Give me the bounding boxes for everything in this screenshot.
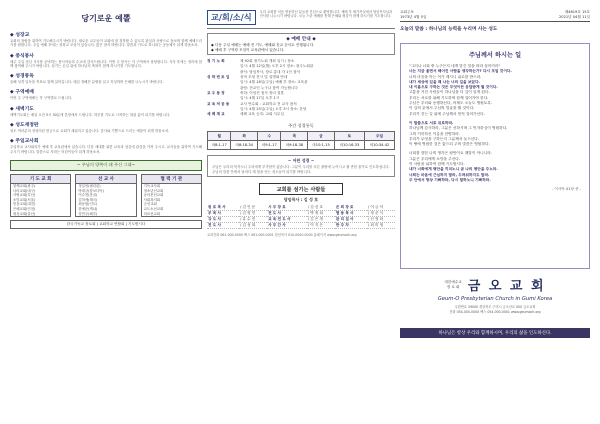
sermon-line: 우리가 무엇을 구하든지 그분께서 들으신다.	[409, 136, 479, 141]
sermon-line: 하나님께 감사하라, 그분은 선하시며 그 인자하심이 영원하다.	[409, 126, 508, 131]
prayer-box-heading: 기 도 교 회	[11, 175, 70, 184]
denomination-line: 대한예수교	[444, 280, 462, 285]
prayer-item: 은혜교회(인천)	[13, 206, 36, 211]
announcement-key: 교 육 처 공 동	[207, 101, 230, 106]
announcement-value: 일시: 4월 25일(주일) 오후 3시 장소: 본당	[240, 106, 307, 111]
section-text: 성도 여러분의 정성어린 헌금으로 교회가 세워지고 있습니다. 감사와 기쁨으로 드리는 예물이 되게 하옵소서.	[10, 129, 170, 134]
right-column	[400, 10, 590, 336]
section-text: 매주 주일 점심 식사를 준비하는 봉사자들의 수고에 감사드립니다. 이번 주 봉사는 각 구역에서 담당합니다. 식사 후에는 정리에 함께 참여해 주시기 바랍니다. 섬기는 손길 위에 하나님의 축복이 함께 하시기를 기도합니다.	[10, 59, 202, 68]
schedule-ref-row	[208, 141, 395, 150]
church-name-row	[400, 275, 590, 294]
staff-person: / 김 신 호	[307, 205, 335, 211]
staff-person: / 김 은 정	[307, 217, 335, 223]
section-text: 교회의 창립을 위하여 기도해주시기 바랍니다. 새로운 교우들이 교회에 잘 정착할 수 있도록 관심과 사랑으로 돌보며 함께 예배드리기를 원합니다. 주일 예배 후에는 성장교 모임이 있습니다. 많은 참석 바랍니다. 말씀과 기도로 하나되는 공동체가 되게 하옵소서.	[10, 39, 202, 48]
staff-person: / 김 영 민	[239, 211, 267, 217]
staff-role: 은 퇴 장 로	[335, 205, 367, 211]
schedule-day: 수	[258, 132, 281, 141]
announcement-value: 관람: 전교인 누구나 참여 가능합니다	[240, 85, 298, 90]
staff-person: / 최 미 영	[367, 223, 395, 229]
schedule-ref: 마10:16-33	[334, 141, 364, 150]
section	[10, 88, 202, 100]
prayer-item: 청소년선교회	[143, 188, 164, 193]
prayer-item: 농어촌선교회	[143, 193, 164, 198]
announcement-key: 교 우 동 정	[207, 90, 225, 95]
prayer-grid	[10, 174, 202, 217]
announcement-key: 성 막 번 트 입	[207, 75, 230, 80]
staff-person: / 정 준 식	[367, 211, 395, 217]
prayer-item: 김미애(태국)	[78, 197, 98, 202]
church-english-name: Geum-O Presbyterian Church in Gumi Korea	[437, 296, 553, 302]
church-address: 우편번호 39000 경상북도 구미시 금오산로 000 금오교회	[454, 305, 536, 309]
staff-role: 부 목 사	[207, 211, 239, 217]
middle-column	[207, 10, 395, 237]
staff-row	[207, 223, 395, 229]
sermon-line: 너의 마음을 아는 이가 계시니 위로를 받으라.	[409, 74, 482, 79]
verse-box	[207, 155, 395, 177]
section-text: 주일학교 교사회의가 예배 후 교육관에서 있습니다. 다음 세대를 위한 교육과 섬김에 관심을 가져 주시고, 교사들을 위하여 기도해 주시기 바랍니다. 말씀으로 자라는 어린이들이 되게 하옵소서.	[10, 145, 202, 154]
staff-person: / 김 인 문	[239, 205, 267, 211]
schedule-ref: 마9:18-38	[281, 141, 308, 150]
prayer-item: 최동원(인도)	[78, 202, 98, 207]
sermon-line: 이 말씀으로 서로 위로하라.	[409, 120, 454, 125]
founding-date: 1973년 4월 5일	[400, 14, 427, 19]
section-heading: ◆ 구역예배	[10, 90, 34, 96]
sermon-line: 고통을 거친 사람들이 하나님을 더 깊이 알게 된다.	[409, 90, 490, 95]
prayer-item: 한예준(케냐)	[78, 206, 98, 211]
section	[10, 121, 202, 133]
sermon-line: 너는 지금 울면서 헤어진 사람을 생각하는가? 다시 모일 것이다.	[409, 69, 512, 74]
staff-role: 교 육 전 도 사	[267, 217, 307, 223]
staff-title: 교회를 섬기는 사람들	[259, 183, 343, 195]
prayer-item: 이수현(몽골)	[78, 193, 98, 198]
announcement-value: 제 92회 정기노회 개최 일시 / 장소	[240, 59, 295, 64]
section	[10, 105, 202, 117]
prayer-box-heading: 협 력 기 관	[142, 175, 201, 184]
schedule-ref: 마8:1-17	[208, 141, 231, 150]
schedule-day: 금	[308, 132, 335, 141]
sermon-line: 이 사람을 위하여 함께 기도합시다.	[409, 162, 465, 167]
sermon-line: 너희는 마음에 근심하지 말라, 두려워하지도 말라.	[409, 172, 490, 177]
news-header	[207, 10, 395, 25]
section	[10, 72, 202, 84]
section-text: 이번 주 구역예배는 각 구역별로 드립니다.	[10, 96, 73, 101]
section	[10, 52, 202, 69]
verse-text: 주님은 우리의 목자시니 우리에게 부족함이 없습니다. 그분이 우리를 푸른 풀밭에 누이시고 쉴 만한 물가로 인도하십니다. 주님의 말씀 안에서 날마다 새 힘을 얻는 성도들이 되기를 바랍니다.	[212, 165, 390, 174]
senior-pastor: 담임목사 : 김 성 호	[283, 197, 319, 203]
staff-role: 관 리 집 사	[335, 217, 367, 223]
left-footer: 한국기독교 장로회 | 교회학교 연합회 | 기도합시다	[10, 220, 202, 229]
prayer-item: 믿음교회(대전)	[13, 202, 36, 207]
announcement-value: 일시: 4월 12일(월) 오후 2시 장소: 광주노회관	[240, 64, 314, 69]
section	[10, 137, 202, 154]
announcement-value: 출석: 담임목사, 장로 총대 각 1인 참석	[240, 69, 301, 74]
announcement-value: 성막 모형 전시 및 설명회 안내	[240, 75, 288, 80]
prayer-box-heading: 선 교 사	[76, 175, 135, 184]
worship-announce-box	[207, 33, 395, 55]
announcement-value: 일시: 4월 17일 오후 1시	[240, 96, 280, 101]
schedule-day: 주일	[364, 132, 394, 141]
staff-role: 강 도 사	[207, 217, 239, 223]
church-name: 금 오 교 회	[467, 279, 546, 294]
prayer-item: 교도소선교회	[143, 206, 164, 211]
bottom-banner: 하나님은 항상 우리와 함께하시며, 우리의 삶을 인도하신다.	[400, 328, 590, 338]
schedule-ref: 마10:34-42	[364, 141, 394, 150]
prayer-box-missionaries	[75, 174, 136, 217]
announcement-value: 세례 교육 등록: 교회 사무실	[240, 112, 284, 117]
staff-table	[207, 205, 395, 229]
issue-header	[400, 10, 590, 19]
todays-word-text: 하나님의 능력을 누리며 사는 성도	[428, 27, 498, 33]
schedule-day: 목	[281, 132, 308, 141]
sermon-line: 내 이름으로 구하는 것은 무엇이든 응답받게 될 것이다.	[409, 85, 498, 90]
staff-person: / 유 수 진	[239, 217, 267, 223]
prayer-item: 소망교회(서울)	[13, 197, 36, 202]
staff-role: 사 무 간 사	[267, 223, 307, 229]
prayer-item: 사랑교회(부산)	[13, 193, 36, 198]
welcome-notice: 우리 교회를 처음 방문하신 분들을 진심으로 환영합니다. 예배 후 새가족실에서 담임목사님과 인사를 나누시기 바랍니다. 오늘 드린 예배를 통해 은혜와 평강이 함께 하시기를 기도합니다.	[259, 10, 393, 19]
contact-line: 교회전화 061-000-0000 팩스 061-000-0001 담임목사 010-0000-0000 홈페이지 www.geumoch.org	[207, 233, 357, 238]
sermon-title: 주님께서 하시는 일	[468, 52, 522, 59]
section-text: 새벽기도회는 매일 오전 5시 30분에 본당에서 드립니다. 하루를 기도로 시작하는 복된 삶이 되기를 바랍니다.	[10, 112, 171, 117]
sermon-box	[400, 43, 590, 269]
announcement-key: 정 기 노 회	[207, 59, 225, 64]
prayer-item: 강민주(페루)	[78, 211, 98, 216]
announcement-list	[207, 59, 395, 117]
sermon-line: 주님은 우리와 동행하신다, 어제도 오늘도 영원토록.	[409, 101, 493, 106]
prayer-item: 군선교회	[143, 202, 157, 207]
left-title: 당기로운 예뽈	[81, 13, 131, 23]
denomination-line: 장 로 회	[446, 284, 460, 289]
staff-person: / 신 영 화	[367, 217, 395, 223]
divider	[400, 21, 590, 22]
sermon-line: 내가 너희에게 평안을 끼치노니 곧 나의 평안을 주노라.	[409, 167, 498, 172]
schedule-ref: 마8:18-34	[231, 141, 258, 150]
announce-line: ◆ 다음 주일 예배는 예배 전 기도, 예배와 친교 순서로 진행됩니다.	[211, 43, 315, 47]
staff-role: 전 도 사	[207, 223, 239, 229]
section-text: 올해 성경 일독을 목표로 함께 읽어갑니다. 매일 정해진 분량을 읽고 묵상하며 은혜를 나누시기 바랍니다.	[10, 80, 164, 85]
announcement-value: 일시: 4월 18일(주일) 예배 후 장소: 교육관	[240, 80, 308, 85]
announcement-value: 축하: 이성진 집사 장녀 결혼	[240, 90, 284, 95]
prayer-ribbon: ~ 주님의 양쪽이 돼 주신 그대~	[10, 160, 202, 171]
schedule-ref: 마9:1-17	[258, 141, 281, 150]
prayer-item: 함께교회(광주)	[13, 183, 36, 188]
issue-number: 제4619호 15호	[564, 10, 590, 14]
sermon-line: 너희를 향한 나의 생각은 평안이요 재앙이 아니니라.	[409, 151, 493, 156]
staff-role: 시 무 장 로	[267, 205, 307, 211]
staff-role: 협 동 목 사	[335, 211, 367, 217]
todays-word-label: 오늘의 말씀 :	[400, 27, 428, 33]
staff-person: / 박 정 희	[307, 211, 335, 217]
schedule-title: 주간 성경통독	[288, 123, 314, 129]
prayer-item: 박대규(캄보디아)	[78, 188, 104, 193]
announce-line: ◆ 예배 후 구역장 모임이 교육관에서 있습니다.	[211, 47, 285, 52]
schedule-ref: 마10:1-15	[308, 141, 335, 150]
staff-person: / 이 금 석	[367, 205, 395, 211]
announcement-row	[207, 112, 395, 117]
bulletin-label: 교회주보	[400, 10, 414, 14]
prayer-box-partners	[141, 174, 202, 217]
prayer-item: 사회복지회	[143, 197, 161, 202]
schedule-day: 화	[231, 132, 258, 141]
denomination	[444, 280, 461, 289]
church-contact: 전화 054-000-0000 팩스 054-000-0001 www.geumoch.org	[449, 310, 541, 314]
sermon-line: 이 길의 끝에서 주님의 얼굴을 뵐 것이다.	[409, 106, 475, 111]
todays-word	[400, 26, 590, 32]
staff-role: 원 로 목 사	[207, 205, 239, 211]
section-heading: ◆ 성경통독	[10, 74, 34, 80]
section	[10, 31, 202, 48]
sermon-line: 우리는 서로를 위해 기도하며 함께 걸어가야 한다.	[409, 95, 489, 100]
announce-heading: ◆ 예배 안내 ◆	[286, 37, 316, 42]
sermon-line: 그분은 우리에게 소망을 주신다.	[409, 156, 460, 161]
schedule-day: 토	[334, 132, 364, 141]
sermon-line: 우리가 걷는 길 위에 주님께서 먼저 걸어가신다.	[409, 111, 485, 116]
reading-schedule-table	[207, 131, 395, 150]
prayer-item: 평강교회(울산)	[13, 211, 36, 216]
section-heading: ◆ 새벽기도	[10, 106, 34, 112]
sermon-line: "그러나 너희 중 누구든지 내게 맡긴 일을 따라 살아가라"	[409, 64, 501, 68]
issue-date: 2021년 04월 11일	[559, 14, 590, 19]
section-heading: ◆ 성도재정판	[10, 123, 39, 129]
sermon-line: 이 땅에 영원한 것은 없으되 주의 말씀은 영원하다.	[409, 142, 490, 147]
church-identity	[400, 275, 590, 314]
sermon-line: 내가 세상에 있을 때 나는 너의 길을 보았다.	[409, 79, 480, 84]
section-heading: ◆ 주일교사회	[10, 139, 39, 145]
prayer-box-churches	[10, 174, 71, 217]
announcement-key: 세 례 계 교	[207, 112, 225, 117]
staff-role: 전 도 사	[267, 211, 307, 217]
section-heading: ◆ 성장교	[10, 33, 30, 38]
staff-role: 반 주 자	[335, 223, 367, 229]
left-column	[10, 10, 202, 229]
schedule-day: 월	[208, 132, 231, 141]
divider	[207, 28, 395, 29]
prayer-item: 나라교회(대구)	[13, 188, 36, 193]
announcement-value: 교사 연수회 : 교회학교 전 교사 참석	[240, 101, 297, 106]
sermon-line: 그의 거룩하신 이름을 찬양하라.	[409, 131, 460, 136]
sermon-line: 주 안에서 항상 기뻐하라, 다시 말하노니 기뻐하라.	[409, 177, 491, 182]
staff-person: / 이 지 은	[307, 223, 335, 229]
prayer-item: 정일선(필리핀)	[78, 183, 101, 188]
sermon-source: - 이사야 41장 중 -	[551, 187, 581, 192]
prayer-item: 의료선교회	[143, 211, 161, 216]
prayer-item: 기독교사회	[143, 183, 161, 188]
schedule-header-row	[208, 132, 395, 141]
news-title: 교/회/소/식	[207, 10, 256, 25]
verse-heading: ~ 어린 성경 ~	[287, 158, 315, 164]
section-heading: ◆ 중식봉사	[10, 53, 34, 59]
staff-person: / 김 성 희	[239, 223, 267, 229]
